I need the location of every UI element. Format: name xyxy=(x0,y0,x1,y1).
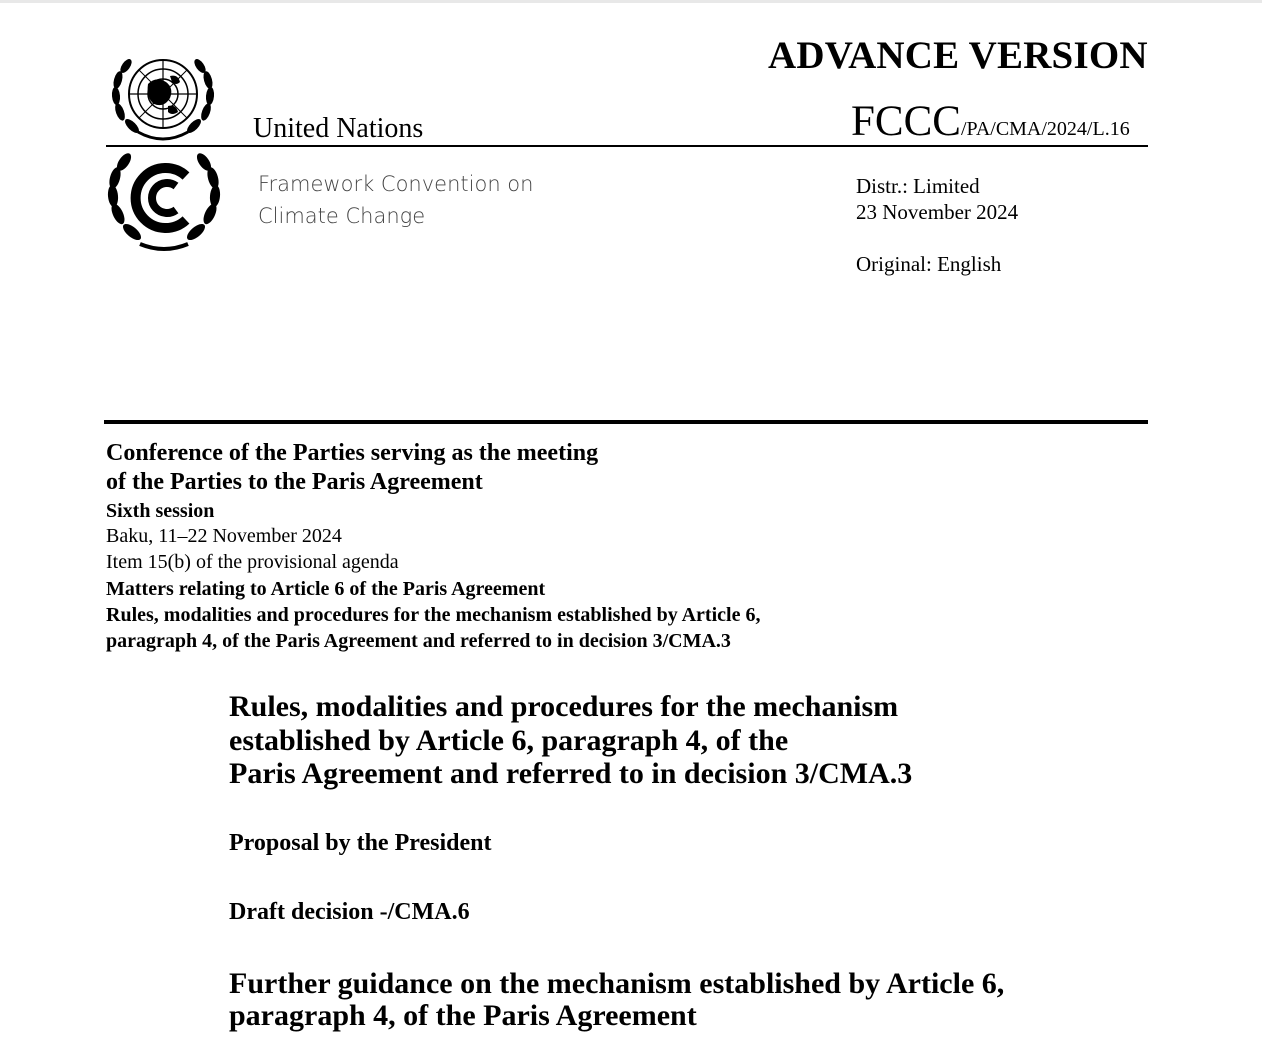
agenda-matters: Matters relating to Article 6 of the Paris Agreement xyxy=(106,578,546,600)
conference-name-line1: Conference of the Parties serving as the meeting xyxy=(106,440,599,466)
proposal-heading: Proposal by the President xyxy=(229,830,492,856)
top-border xyxy=(0,0,1262,3)
advance-version-label: ADVANCE VERSION xyxy=(768,34,1148,77)
header-divider xyxy=(106,145,1148,147)
document-date: 23 November 2024 xyxy=(856,200,1019,224)
section-divider xyxy=(104,420,1148,424)
decision-title-line1: Further guidance on the mechanism established by Article 6, xyxy=(229,967,1005,1000)
convention-name-line1: Framework Convention on xyxy=(258,172,534,196)
session-name: Sixth session xyxy=(106,500,215,522)
original-language: Original: English xyxy=(856,252,1002,276)
document-title-line3: Paris Agreement and referred to in decision 3/CMA.3 xyxy=(229,757,913,790)
unfccc-emblem-icon xyxy=(106,150,222,252)
agenda-subitem-line2: paragraph 4, of the Paris Agreement and referred to in decision 3/CMA.3 xyxy=(106,630,731,652)
document-title-line1: Rules, modalities and procedures for the mechanism xyxy=(229,690,899,723)
decision-title-line2: paragraph 4, of the Paris Agreement xyxy=(229,999,697,1032)
distribution-label: Distr.: Limited xyxy=(856,174,980,198)
symbol-suffix: /PA/CMA/2024/L.16 xyxy=(960,118,1130,140)
symbol-prefix: FCCC xyxy=(851,98,961,145)
draft-decision-heading: Draft decision -/CMA.6 xyxy=(229,899,470,925)
document-title-line2: established by Article 6, paragraph 4, of the xyxy=(229,724,789,757)
session-location-dates: Baku, 11–22 November 2024 xyxy=(106,525,342,547)
convention-name-line2: Climate Change xyxy=(258,204,426,228)
conference-name-line2: of the Parties to the Paris Agreement xyxy=(106,469,483,495)
agenda-item: Item 15(b) of the provisional agenda xyxy=(106,551,399,573)
organization-name: United Nations xyxy=(253,113,424,144)
un-emblem-icon xyxy=(108,54,218,144)
agenda-subitem-line1: Rules, modalities and procedures for the mechanism established by Article 6, xyxy=(106,604,761,626)
